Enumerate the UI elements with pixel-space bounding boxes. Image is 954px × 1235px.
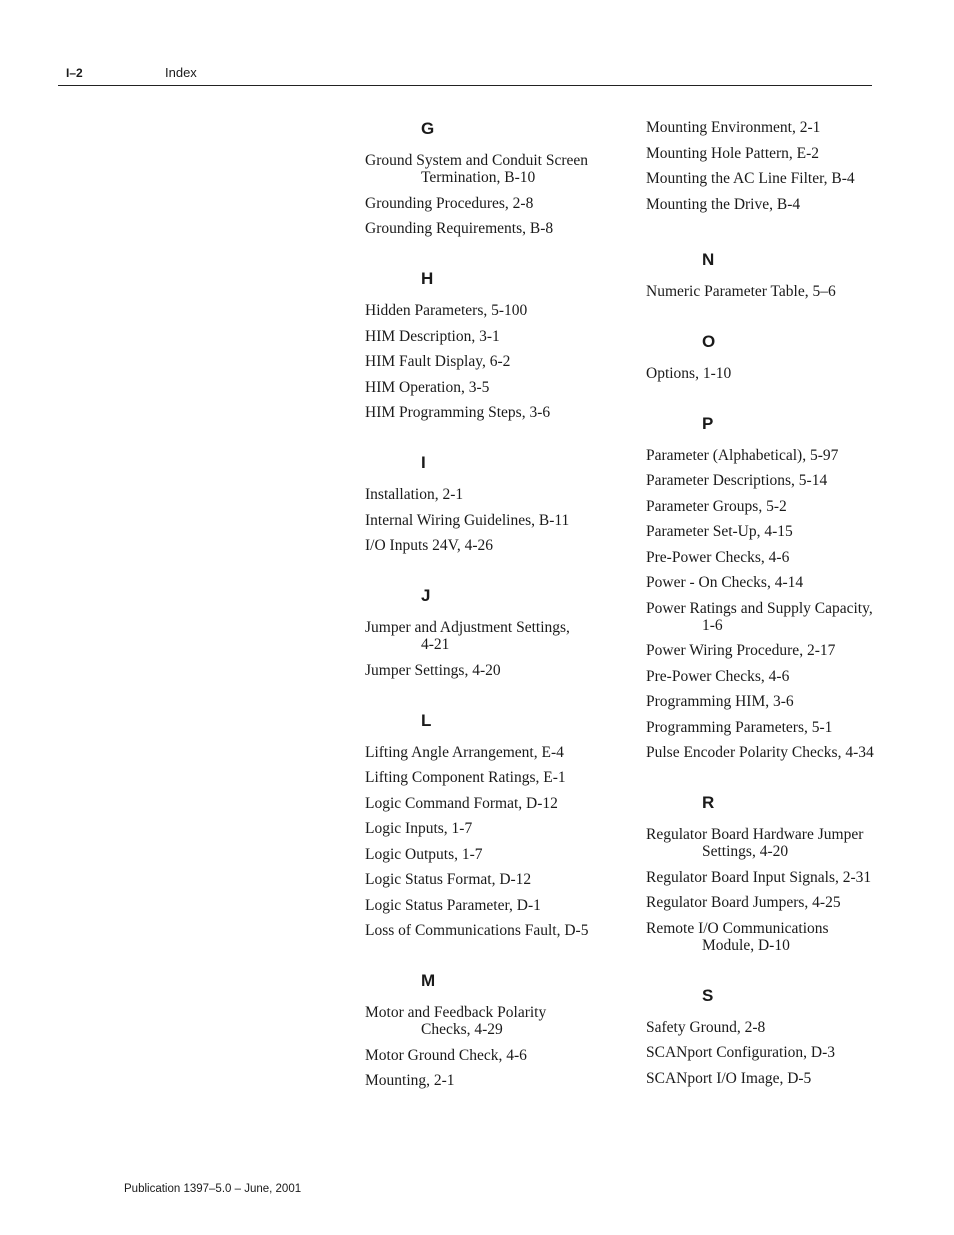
index-section [365, 586, 615, 679]
index-entry [365, 897, 615, 914]
index-entry [646, 283, 896, 300]
index-section [365, 119, 615, 237]
index-entry-text: I/O Inputs 24V, 4-26 [365, 537, 494, 554]
index-entry [646, 574, 896, 591]
index-entry-text: Safety Ground, 2-8 [646, 1018, 766, 1036]
index-entry-text: Logic Outputs, 1-7 [365, 845, 483, 863]
index-entry [365, 820, 615, 837]
section-letter: J [421, 586, 431, 605]
section-letter: G [421, 119, 435, 138]
index-entry [646, 145, 896, 162]
index-entry [646, 1019, 896, 1036]
index-entry-text: Jumper and Adjustment Settings, [365, 619, 570, 636]
index-entry [646, 170, 896, 187]
index-entry-text: Regulator Board Input Signals, 2-31 [646, 868, 872, 886]
index-entry [365, 512, 615, 529]
index-entry [365, 486, 615, 503]
running-header-title: Index [165, 65, 197, 80]
index-entry-text: HIM Fault Display, 6-2 [365, 353, 511, 370]
index-section [365, 971, 615, 1089]
index-section [365, 269, 615, 421]
index-entry [646, 826, 896, 860]
index-entry-text: HIM Programming Steps, 3-6 [365, 404, 551, 421]
index-entry-text: Lifting Component Ratings, E-1 [365, 769, 566, 786]
index-entry-text: Loss of Communications Fault, D-5 [365, 922, 589, 939]
index-entry [365, 619, 615, 653]
index-column-left [365, 119, 615, 1098]
index-entry-text: Parameter (Alphabetical), 5-97 [646, 446, 839, 464]
index-entry-text: Programming HIM, 3-6 [646, 693, 794, 710]
index-section [365, 453, 615, 554]
index-entry-text: Regulator Board Jumpers, 4-25 [646, 894, 841, 911]
page-number: I–2 [66, 66, 83, 80]
index-entry-text: SCANport Configuration, D-3 [646, 1044, 836, 1061]
index-entry-text: Numeric Parameter Table, 5–6 [646, 282, 836, 300]
index-entry-text: Motor Ground Check, 4-6 [365, 1046, 527, 1064]
index-entry-text: Programming Parameters, 5-1 [646, 718, 833, 736]
index-entry [646, 920, 896, 954]
index-entry [646, 642, 896, 659]
publication-footer: Publication 1397–5.0 – June, 2001 [124, 1183, 302, 1195]
index-entry-continuation: Termination, B-10 [421, 169, 536, 186]
index-entry [365, 662, 615, 679]
index-entry-continuation: Module, D-10 [702, 936, 790, 954]
index-entry-text: Logic Status Format, D-12 [365, 871, 532, 888]
index-entry-text: Mounting Hole Pattern, E-2 [646, 144, 820, 162]
index-entry [365, 379, 615, 396]
index-entry [646, 498, 896, 515]
index-entry-text: Hidden Parameters, 5-100 [365, 302, 528, 319]
index-entry [646, 869, 896, 886]
index-entry-text: Grounding Requirements, B-8 [365, 220, 554, 237]
index-entry-text: Remote I/O Communications [646, 919, 829, 937]
index-entry-text: SCANport I/O Image, D-5 [646, 1069, 812, 1087]
section-letter: O [702, 331, 716, 351]
index-entry [646, 523, 896, 540]
section-letter: I [421, 453, 426, 472]
index-entry-text: Parameter Descriptions, 5-14 [646, 472, 828, 489]
index-entry [365, 195, 615, 212]
index-section [646, 332, 896, 382]
index-entry [646, 472, 896, 489]
index-entry [646, 744, 896, 761]
index-entry [646, 1070, 896, 1087]
index-entry-text: Logic Command Format, D-12 [365, 794, 558, 812]
section-letter: R [702, 793, 715, 812]
index-entry [365, 220, 615, 237]
index-entry-text: Power Ratings and Supply Capacity, [646, 599, 873, 617]
section-letter: S [702, 985, 714, 1005]
index-section [646, 414, 896, 762]
index-section [646, 986, 896, 1087]
index-entry-text: Parameter Groups, 5-2 [646, 497, 787, 515]
section-letter: M [421, 971, 436, 990]
index-section [646, 793, 896, 954]
index-entry [365, 769, 615, 786]
index-entry [365, 795, 615, 812]
section-letter: H [421, 269, 434, 288]
index-entry-text: Logic Status Parameter, D-1 [365, 896, 541, 914]
index-entry-text: Mounting Environment, 2-1 [646, 119, 821, 136]
section-letter: L [421, 710, 432, 730]
index-entry [365, 302, 615, 319]
index-entry-text: Motor and Feedback Polarity [365, 1004, 547, 1021]
index-entry [365, 871, 615, 888]
section-letter: P [702, 413, 714, 433]
index-entry [365, 922, 615, 939]
index-entry [646, 719, 896, 736]
index-entry-text: Installation, 2-1 [365, 486, 464, 503]
index-entry-continuation: 4-21 [421, 636, 450, 653]
index-entry [646, 447, 896, 464]
index-entry [365, 152, 615, 186]
index-entry-text: HIM Description, 3-1 [365, 327, 500, 345]
index-entry-text: Pre-Power Checks, 4-6 [646, 548, 790, 566]
index-entry-text: Mounting, 2-1 [365, 1072, 455, 1089]
index-entry [365, 744, 615, 761]
index-entry-text: Parameter Set-Up, 4-15 [646, 523, 793, 540]
index-entry [365, 846, 615, 863]
index-entry-text: Logic Inputs, 1-7 [365, 820, 473, 837]
index-entry [646, 196, 896, 213]
index-entry [365, 328, 615, 345]
index-entry [365, 537, 615, 554]
index-entry [646, 693, 896, 710]
index-entry-text: Pulse Encoder Polarity Checks, 4-34 [646, 744, 874, 761]
index-entry-text: Mounting the AC Line Filter, B-4 [646, 170, 855, 187]
section-letter: N [702, 249, 715, 269]
index-entry-text: Mounting the Drive, B-4 [646, 195, 801, 213]
index-entry [365, 1047, 615, 1064]
index-entry-text: Ground System and Conduit Screen [365, 152, 589, 169]
header-rule [58, 85, 872, 86]
index-entry [646, 894, 896, 911]
index-entry [365, 353, 615, 370]
index-entry-continuation: Checks, 4-29 [421, 1021, 503, 1038]
index-section [646, 119, 896, 213]
index-entry-continuation: Settings, 4-20 [702, 843, 789, 860]
index-section [646, 250, 896, 300]
index-entry-text: Jumper Settings, 4-20 [365, 661, 501, 679]
index-entry [646, 365, 896, 382]
index-entry-text: Power Wiring Procedure, 2-17 [646, 642, 836, 659]
index-entry [646, 549, 896, 566]
index-entry [646, 119, 896, 136]
index-entry-continuation: 1-6 [702, 616, 723, 634]
index-entry-text: Internal Wiring Guidelines, B-11 [365, 511, 570, 529]
index-section [365, 711, 615, 940]
index-entry-text: Grounding Procedures, 2-8 [365, 194, 534, 212]
index-entry [646, 1044, 896, 1061]
index-column-right [646, 119, 896, 1095]
index-entry [646, 600, 896, 634]
index-entry-text: Options, 1-10 [646, 364, 732, 382]
index-entry [365, 1072, 615, 1089]
index-entry [365, 1004, 615, 1038]
index-entry-text: HIM Operation, 3-5 [365, 378, 490, 396]
index-entry-text: Lifting Angle Arrangement, E-4 [365, 743, 564, 761]
index-entry-text: Pre-Power Checks, 4-6 [646, 667, 790, 685]
index-entry-text: Power - On Checks, 4-14 [646, 574, 804, 591]
index-entry-text: Regulator Board Hardware Jumper [646, 826, 864, 843]
index-entry [365, 404, 615, 421]
index-entry [646, 668, 896, 685]
